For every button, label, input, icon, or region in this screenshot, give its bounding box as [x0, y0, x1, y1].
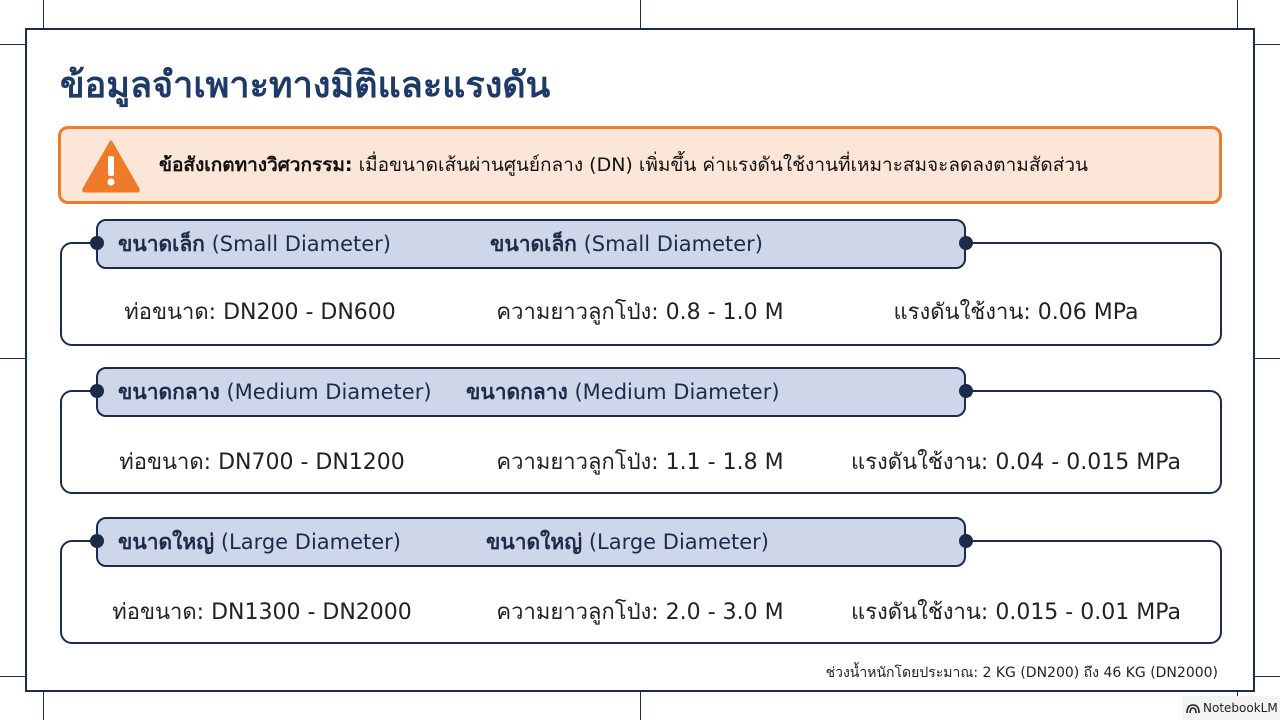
- connector-dot: [90, 384, 104, 398]
- notebooklm-watermark: [1182, 696, 1280, 720]
- brand-label: NotebookLM: [1203, 701, 1278, 715]
- section-tab-large: [96, 517, 966, 567]
- connector-dot: [959, 384, 973, 398]
- warning-icon: [81, 139, 141, 193]
- notebooklm-logo-icon: [1186, 704, 1200, 714]
- grid-line: [1255, 676, 1280, 677]
- working-pressure: แรงดันใช้งาน: 0.06 MPa: [893, 300, 1139, 325]
- connector-dot: [959, 534, 973, 548]
- engineering-note-label: ข้อสังเกตทางวิศวกรรม:: [159, 154, 353, 176]
- section-tab-medium: [96, 367, 966, 417]
- balloon-length: ความยาวลูกโป่ง: 2.0 - 3.0 M: [496, 600, 784, 625]
- grid-line: [1237, 0, 1238, 28]
- engineering-note-banner: [58, 126, 1222, 204]
- section-tab-label: ขนาดใหญ่ (Large Diameter): [118, 530, 401, 554]
- grid-line: [640, 692, 641, 720]
- grid-line: [1255, 44, 1280, 45]
- grid-line: [0, 44, 25, 45]
- pipe-size: ท่อขนาด: DN200 - DN600: [124, 300, 396, 325]
- engineering-note-text: [159, 129, 1088, 201]
- grid-line: [43, 692, 44, 720]
- engineering-note-body: เมื่อขนาดเส้นผ่านศูนย์กลาง (DN) เพิ่มขึ้น ค่าแรงดันใช้งานที่เหมาะสมจะลดลงตามสัดส่วน: [352, 154, 1089, 176]
- grid-line: [640, 0, 641, 28]
- section-tab-label: ขนาดเล็ก (Small Diameter): [118, 232, 392, 256]
- section-tab-label: ขนาดกลาง (Medium Diameter): [118, 380, 432, 404]
- section-tab-label: ขนาดใหญ่ (Large Diameter): [486, 530, 769, 554]
- connector-dot: [90, 534, 104, 548]
- grid-line: [1255, 358, 1280, 359]
- pipe-size: ท่อขนาด: DN700 - DN1200: [119, 450, 405, 475]
- balloon-length: ความยาวลูกโป่ง: 0.8 - 1.0 M: [496, 300, 784, 325]
- connector-dot: [90, 236, 104, 250]
- grid-line: [0, 676, 25, 677]
- page-title: ข้อมูลจำเพาะทางมิติและแรงดัน: [60, 65, 551, 106]
- section-tab-label: ขนาดเล็ก (Small Diameter): [490, 232, 764, 256]
- connector-dot: [959, 236, 973, 250]
- section-tab-label: ขนาดกลาง (Medium Diameter): [466, 380, 780, 404]
- working-pressure: แรงดันใช้งาน: 0.04 - 0.015 MPa: [851, 450, 1181, 475]
- pipe-size: ท่อขนาด: DN1300 - DN2000: [112, 600, 412, 625]
- section-tab-small: [96, 219, 966, 269]
- working-pressure: แรงดันใช้งาน: 0.015 - 0.01 MPa: [851, 600, 1181, 625]
- balloon-length: ความยาวลูกโป่ง: 1.1 - 1.8 M: [496, 450, 784, 475]
- grid-line: [43, 0, 44, 28]
- weight-range-note: ช่วงน้ำหนักโดยประมาณ: 2 KG (DN200) ถึง 46 KG (DN2000): [825, 665, 1218, 681]
- grid-line: [0, 358, 25, 359]
